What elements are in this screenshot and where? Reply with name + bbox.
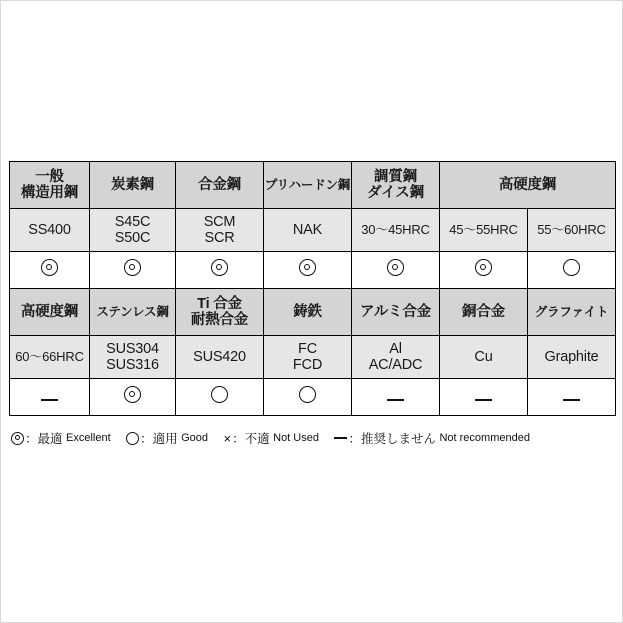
good-icon (211, 386, 228, 403)
material-header-cell (264, 289, 352, 336)
grade-line: 55〜60HRC (537, 221, 606, 237)
material-header-cell (176, 289, 264, 336)
excellent-icon (11, 432, 24, 445)
suitability-cell (176, 379, 264, 416)
legend-label-ja: ：推奨しません (348, 432, 436, 446)
excellent-icon (41, 259, 58, 276)
grade-line: SUS316 (106, 357, 159, 373)
suitability-cell (264, 252, 352, 289)
material-header-cell (10, 289, 90, 336)
grade-line: Graphite (544, 348, 599, 365)
grade-line: S50C (114, 230, 151, 246)
legend-label-ja: ：適用 (140, 432, 178, 446)
material-header-line: アルミ合金 (360, 303, 431, 320)
excellent-icon (124, 386, 141, 403)
not-recommended-icon (387, 399, 404, 401)
legend-label-en: Good (181, 432, 209, 444)
grade-line: SUS304 (106, 340, 159, 357)
material-header-line: 鋳鉄 (293, 303, 322, 320)
grade-line: Al (389, 340, 402, 357)
grade-cell (90, 209, 176, 252)
grade-cell (440, 336, 528, 379)
material-header-line: 銅合金 (462, 303, 505, 320)
material-header-line: 調質鋼 (374, 168, 417, 185)
material-header-cell (440, 162, 616, 209)
material-header-line: Ti 合金 (197, 295, 242, 312)
grade-cell (528, 336, 616, 379)
suitability-cell (352, 252, 440, 289)
grade-cell (176, 336, 264, 379)
table-row (10, 252, 616, 289)
material-header-cell (352, 162, 440, 209)
material-header-cell (352, 289, 440, 336)
table-row (10, 336, 616, 379)
table-row (10, 289, 616, 336)
grade-line: NAK (292, 221, 323, 238)
grade-line: FCD (292, 357, 323, 373)
not-recommended-icon (475, 399, 492, 401)
grade-line: SS400 (28, 221, 71, 238)
grade-line: AC/ADC (368, 357, 423, 373)
suitability-cell (528, 379, 616, 416)
excellent-icon (475, 259, 492, 276)
grade-line: Cu (474, 348, 493, 365)
legend-label-ja: ：最適 (25, 432, 63, 446)
grade-line: 45〜55HRC (449, 221, 518, 237)
material-suitability-table (9, 161, 615, 416)
grade-line: 30〜45HRC (361, 221, 430, 237)
good-icon (126, 432, 139, 445)
grade-cell (440, 209, 528, 252)
material-header-cell (440, 289, 528, 336)
material-header-cell (90, 162, 176, 209)
table-row (10, 209, 616, 252)
matrix-table (9, 161, 616, 416)
legend-item-good (126, 429, 208, 447)
excellent-icon (124, 259, 141, 276)
table-row (10, 379, 616, 416)
good-icon (299, 386, 316, 403)
suitability-cell (176, 252, 264, 289)
legend-item-excellent (11, 429, 111, 447)
grade-cell (10, 336, 90, 379)
material-header-line: 耐熱合金 (190, 312, 249, 328)
material-header-line: 高硬度鋼 (20, 303, 79, 320)
cross-icon: × (223, 430, 232, 446)
suitability-cell (10, 252, 90, 289)
legend-item-not-recommended (334, 429, 530, 447)
suitability-cell (528, 252, 616, 289)
excellent-icon (299, 259, 316, 276)
suitability-cell (352, 379, 440, 416)
legend-label-en: Excellent (66, 432, 111, 444)
not-recommended-icon (41, 399, 58, 401)
material-header-line: 高硬度鋼 (498, 176, 557, 193)
not-recommended-icon (563, 399, 580, 401)
legend (11, 429, 611, 447)
grade-cell (264, 209, 352, 252)
material-header-cell (10, 162, 90, 209)
suitability-cell (440, 252, 528, 289)
legend-label-en: Not recommended (439, 432, 530, 444)
grade-cell (352, 336, 440, 379)
grade-cell (352, 209, 440, 252)
legend-label-ja: ：不適 (232, 432, 270, 446)
material-header-cell (90, 289, 176, 336)
material-header-line: 構造用鋼 (20, 185, 79, 201)
material-header-line: 合金鋼 (198, 176, 241, 193)
legend-label-en: Not Used (273, 432, 319, 444)
material-header-line: ダイス鋼 (367, 185, 424, 201)
grade-line: FC (298, 340, 317, 357)
material-header-line: 一般 (35, 168, 64, 185)
dash-icon (334, 437, 347, 439)
legend-item-not-used (224, 429, 319, 447)
grade-cell (528, 209, 616, 252)
material-header-cell (528, 289, 616, 336)
material-header-line: 炭素鋼 (111, 176, 154, 193)
excellent-icon (387, 259, 404, 276)
excellent-icon (211, 259, 228, 276)
suitability-cell (10, 379, 90, 416)
table-row (10, 162, 616, 209)
suitability-cell (264, 379, 352, 416)
suitability-cell (90, 379, 176, 416)
grade-cell (264, 336, 352, 379)
material-header-line: プリハードン鋼 (264, 178, 351, 192)
grade-cell (90, 336, 176, 379)
grade-line: SUS420 (193, 348, 246, 365)
suitability-cell (90, 252, 176, 289)
grade-line: SCR (204, 230, 235, 246)
grade-cell (10, 209, 90, 252)
material-header-cell (176, 162, 264, 209)
material-header-line: ステンレス鋼 (96, 305, 169, 319)
material-header-cell (264, 162, 352, 209)
grade-line: SCM (203, 213, 236, 230)
grade-cell (176, 209, 264, 252)
good-icon (563, 259, 580, 276)
suitability-cell (440, 379, 528, 416)
grade-line: S45C (114, 213, 151, 230)
material-header-line: グラファイト (534, 305, 609, 319)
grade-line: 60〜66HRC (15, 348, 84, 364)
